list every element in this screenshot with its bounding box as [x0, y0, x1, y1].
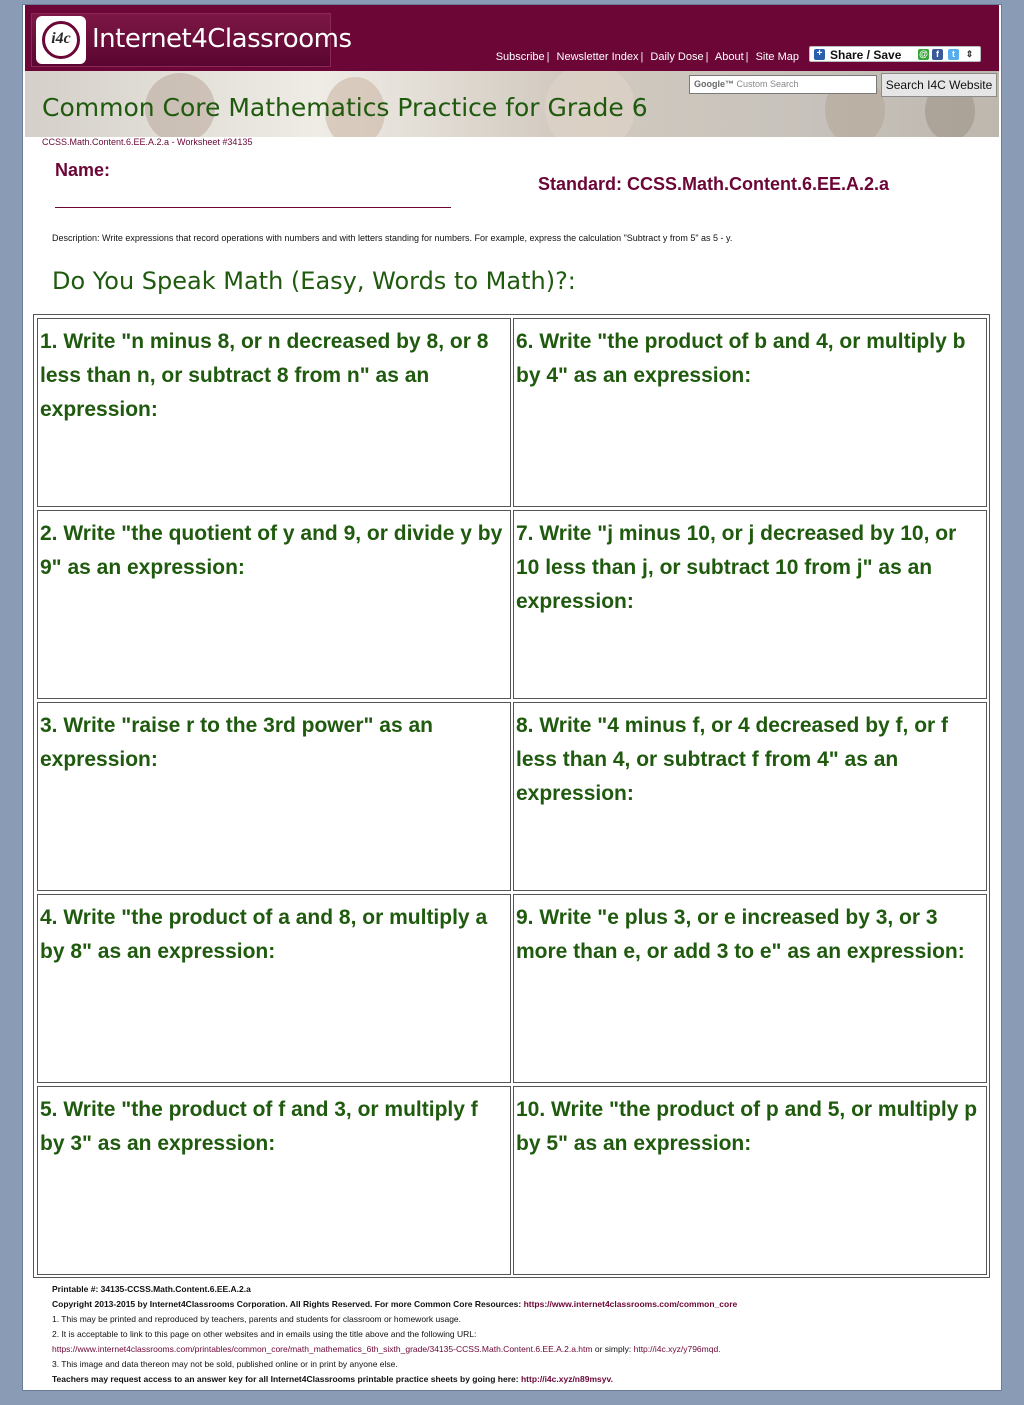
question-text: 9. Write "e plus 3, or e increased by 3, or 3 more than e, or add 3 to e" as an expression:	[516, 906, 965, 963]
question-cell	[513, 702, 987, 891]
dropdown-arrow-icon: ⇕	[965, 49, 974, 59]
top-nav: Subscribe | Newsletter Index | Daily Dose | About | Site Map	[495, 51, 799, 63]
question-cell	[37, 318, 511, 507]
share-plus-icon: +	[814, 49, 825, 60]
nav-link-about[interactable]: About	[714, 51, 744, 63]
share-save-button[interactable]	[809, 46, 981, 62]
nav-link-daily-dose[interactable]: Daily Dose	[650, 51, 704, 63]
twitter-icon: t	[948, 49, 959, 60]
copyright-text: Copyright 2013-2015 by Internet4Classrooms Corporation. All Rights Reserved. For more Common Core Resources:	[52, 1299, 522, 1309]
question-cell	[513, 510, 987, 699]
description: Description: Write expressions that record operations with numbers and with letters standing for numbers. For example, express the calculation "Subtract y from 5" as 5 - y.	[52, 233, 733, 243]
worksheet-id: CCSS.Math.Content.6.EE.A.2.a - Worksheet #34135	[42, 137, 253, 147]
question-text: 6. Write "the product of b and 4, or multiply b by 4" as an expression:	[516, 330, 966, 387]
i4c-logo-icon	[36, 16, 86, 64]
section-heading: Do You Speak Math (Easy, Words to Math)?:	[52, 267, 576, 295]
question-cell	[513, 318, 987, 507]
question-cell	[513, 1086, 987, 1275]
question-grid	[33, 314, 990, 1278]
common-core-link[interactable]: https://www.internet4classrooms.com/common_core	[523, 1299, 738, 1309]
email-share-icon: @	[919, 49, 928, 59]
question-cell	[37, 894, 511, 1083]
nav-link-site-map[interactable]: Site Map	[755, 51, 799, 63]
worksheet-page	[22, 4, 1002, 1391]
question-cell	[513, 894, 987, 1083]
site-logo[interactable]	[31, 13, 352, 67]
logo-badge-text: i4c	[51, 30, 71, 47]
question-text: 2. Write "the quotient of y and 9, or divide y by 9" as an expression:	[40, 522, 503, 579]
search-input[interactable]	[689, 75, 877, 94]
question-cell	[37, 702, 511, 891]
question-text: 10. Write "the product of p and 5, or multiply p by 5" as an expression:	[516, 1098, 978, 1155]
nav-link-subscribe[interactable]: Subscribe	[495, 51, 545, 63]
share-save-label: Share / Save	[830, 48, 902, 62]
header-bar	[25, 5, 999, 71]
search-button[interactable]: Search I4C Website	[881, 73, 997, 97]
question-cell	[37, 1086, 511, 1275]
or-simply-text: or simply:	[594, 1344, 632, 1354]
logo-text: Internet4Classrooms	[92, 24, 352, 54]
question-text: 1. Write "n minus 8, or n decreased by 8, or 8 less than n, or subtract 8 from n" as an expression:	[40, 330, 489, 421]
name-write-line	[55, 207, 451, 208]
google-brand: Google™	[694, 79, 734, 89]
facebook-icon: f	[932, 49, 943, 60]
question-text: 7. Write "j minus 10, or j decreased by 10, or 10 less than j, or subtract 10 from j" as an expression:	[516, 522, 957, 613]
question-text: 3. Write "raise r to the 3rd power" as an expression:	[40, 714, 433, 771]
worksheet-url-link[interactable]: https://www.internet4classrooms.com/printables/common_core/math_mathematics_6th_sixth_grade/34135-CCSS.Math.Content.6.EE.A.2.a.htm	[52, 1344, 593, 1354]
footer-note-3: 3. This image and data thereon may not be sold, published online or in print by anyone else.	[52, 1359, 398, 1369]
search-placeholder: Custom Search	[736, 79, 799, 89]
question-text: 4. Write "the product of a and 8, or multiply a by 8" as an expression:	[40, 906, 488, 963]
name-label: Name:	[55, 160, 111, 180]
page-title: Common Core Mathematics Practice for Grade 6	[42, 93, 648, 122]
answer-key-link[interactable]: http://i4c.xyz/n89msyv.	[520, 1374, 613, 1384]
short-url-link[interactable]: http://i4c.xyz/y796mqd.	[633, 1344, 721, 1354]
answer-key-text: Teachers may request access to an answer key for all Internet4Classrooms printable practice sheets by going here:	[52, 1374, 519, 1384]
question-text: 5. Write "the product of f and 3, or multiply f by 3" as an expression:	[40, 1098, 478, 1155]
printable-number: Printable #: 34135-CCSS.Math.Content.6.EE.A.2.a	[52, 1284, 251, 1294]
question-text: 8. Write "4 minus f, or 4 decreased by f, or f less than 4, or subtract f from 4" as an expression:	[516, 714, 949, 805]
nav-link-newsletter-index[interactable]: Newsletter Index	[556, 51, 639, 63]
footer	[52, 1282, 992, 1387]
footer-note-1: 1. This may be printed and reproduced by teachers, parents and students for classroom or homework usage.	[52, 1314, 462, 1324]
standard-label: Standard: CCSS.Math.Content.6.EE.A.2.a	[538, 174, 890, 194]
footer-note-2: 2. It is acceptable to link to this page on other websites and in emails using the title above and the following URL:	[52, 1329, 477, 1339]
question-cell	[37, 510, 511, 699]
